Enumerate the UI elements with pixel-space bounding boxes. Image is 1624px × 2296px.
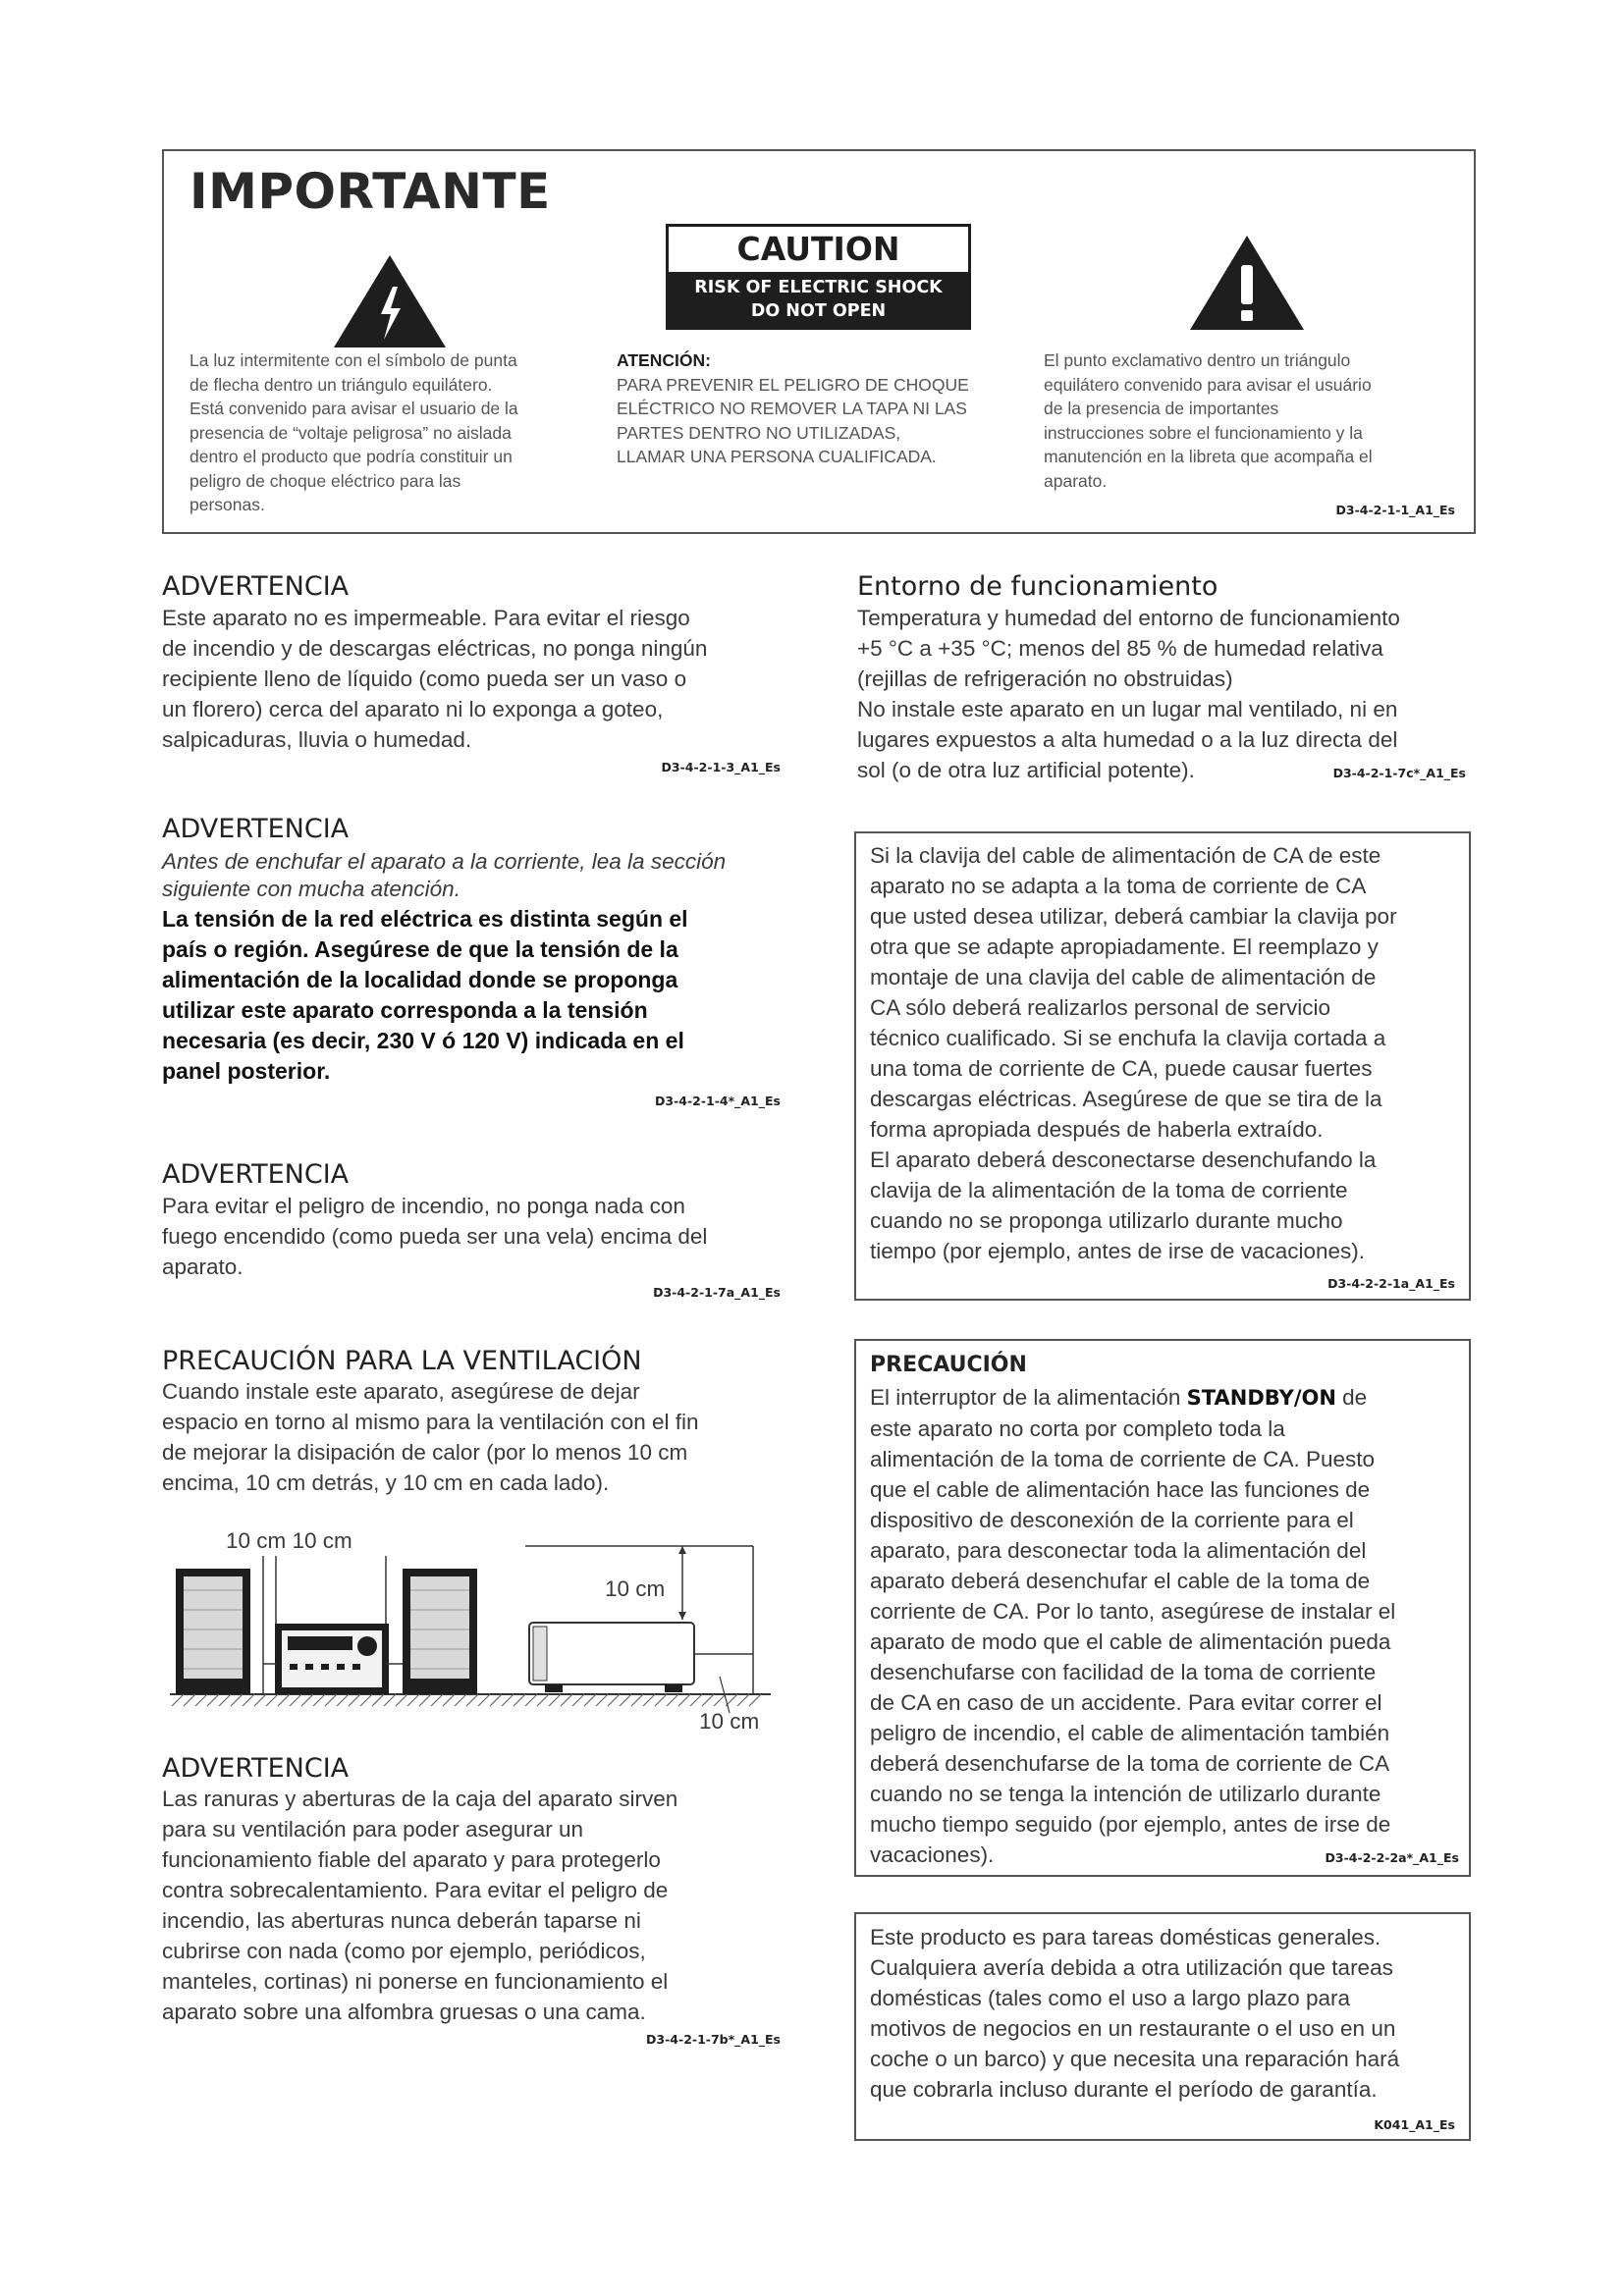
text-line: técnico cualificado. Si se enchufa la clavija cortada a <box>870 1026 1386 1050</box>
household-box-code: K041_A1_Es <box>1374 2117 1455 2132</box>
text-line: presencia de “voltaje peligrosa” no aislada <box>189 422 512 443</box>
text-line: este aparato no corta por completo toda la <box>870 1416 1285 1441</box>
caution-band <box>669 272 968 327</box>
caution-box-code: D3-4-2-2-2a*_A1_Es <box>1325 1850 1459 1865</box>
text-line: La tensión de la red eléctrica es distinta según el <box>162 906 688 932</box>
environment-last-row <box>857 755 1466 788</box>
text-line: salpicaduras, lluvia o humedad. <box>162 727 472 752</box>
text-line: sol (o de otra luz artificial potente). <box>857 758 1195 782</box>
text-line: cubrirse con nada (como por ejemplo, periódicos, <box>162 1939 646 1963</box>
text-line: tiempo (por ejemplo, antes de irse de vacaciones). <box>870 1239 1366 1263</box>
text-line: contra sobrecalentamiento. Para evitar el peligro de <box>162 1878 669 1902</box>
text-line: motivos de negocios en un restaurante o el uso en un <box>870 2016 1396 2041</box>
text-line: domésticas (tales como el uso a largo plazo para <box>870 1986 1351 2010</box>
text-line: Si la clavija del cable de alimentación de CA de este <box>870 843 1381 868</box>
adv1-body <box>162 603 790 755</box>
caution-heading: CAUTION <box>736 230 900 268</box>
text-line: cuando no se tenga la intención de utilizarlo durante <box>870 1782 1381 1806</box>
environment-code: D3-4-2-1-7c*_A1_Es <box>1332 766 1466 780</box>
important-right-text <box>1044 348 1466 493</box>
text-line: lugares expuestos a alta humedad o a la luz directa del <box>857 727 1398 752</box>
text-line: manteles, cortinas) ni ponerse en funcionamiento el <box>162 1969 669 1994</box>
text-line: cuando no se proponga utilizarlo durante mucho <box>870 1208 1343 1233</box>
exclamation-triangle-icon <box>1188 234 1306 332</box>
text-line: aparato deberá desenchufar el cable de la toma de <box>870 1569 1371 1593</box>
text-span: de <box>1335 1385 1368 1410</box>
text-line: montaje de una clavija del cable de alimentación de <box>870 965 1377 989</box>
adv4-body <box>162 1784 800 2027</box>
caution-box-body <box>870 1382 1463 1873</box>
text-line: +5 °C a +35 °C; menos del 85 % de humedad relativa <box>857 636 1383 661</box>
environment-title: Entorno de funcionamiento <box>857 571 1218 602</box>
adv1-title: ADVERTENCIA <box>162 571 350 602</box>
text-line: La luz intermitente con el símbolo de punta <box>189 350 517 370</box>
text-line: otra que se adapte apropiadamente. El reemplazo y <box>870 934 1379 959</box>
text-line: alimentación de la localidad donde se proponga <box>162 967 678 992</box>
text-line: dispositivo de desconexión de la corriente para el <box>870 1508 1354 1532</box>
text-line: coche o un barco) y que necesita una reparación hará <box>870 2047 1400 2071</box>
text-line: espacio en torno al mismo para la ventilación con el fin <box>162 1410 699 1434</box>
text-line: No instale este aparato en un lugar mal ventilado, ni en <box>857 697 1398 721</box>
text-line: que el cable de alimentación hace las funciones de <box>870 1477 1371 1502</box>
text-line: vacaciones). <box>870 1842 995 1867</box>
text-line: Este producto es para tareas domésticas generales. <box>870 1925 1381 1949</box>
text-line: Este aparato no es impermeable. Para evitar el riesgo <box>162 606 690 630</box>
text-line: aparato de modo que el cable de alimentación pueda <box>870 1629 1391 1654</box>
text-line: (rejillas de refrigeración no obstruidas) <box>857 667 1233 691</box>
text-line: Cualquiera avería debida a otra utilización que tareas <box>870 1955 1393 1980</box>
adv2-code: D3-4-2-1-4*_A1_Es <box>654 1094 781 1108</box>
text-line: de incendio y de descargas eléctricas, no ponga ningún <box>162 636 708 661</box>
text-line: que cobrarla incluso durante el período de garantía. <box>870 2077 1378 2102</box>
plug-box-body <box>870 840 1463 1266</box>
text-line: aparato sobre una alfombra gruesas o una cama. <box>162 2000 646 2024</box>
environment-body <box>857 603 1486 788</box>
caution-label <box>666 224 971 330</box>
adv2-italic <box>162 848 800 903</box>
adv3-title: ADVERTENCIA <box>162 1159 350 1190</box>
caution-line-1: RISK OF ELECTRIC SHOCK <box>694 278 943 297</box>
text-line: incendio, las aberturas nunca deberán taparse ni <box>162 1908 641 1933</box>
text-line: fuego encendido (como pueda ser una vela) encima del <box>162 1224 708 1249</box>
text-line: ELÉCTRICO NO REMOVER LA TAPA NI LAS <box>617 399 967 418</box>
caution-line-2: DO NOT OPEN <box>750 301 887 321</box>
text-line: aparato, para desconectar toda la alimentación del <box>870 1538 1367 1563</box>
important-left-text <box>189 348 602 517</box>
text-line: dentro el producto que podría constituir un <box>189 447 513 466</box>
text-line: manutención en la libreta que acompaña el <box>1044 447 1373 466</box>
lightning-triangle-icon <box>332 253 448 349</box>
text-line: de CA en caso de un accidente. Para evitar correr el <box>870 1690 1382 1715</box>
text-line: personas. <box>189 495 265 514</box>
text-line: aparato. <box>162 1255 244 1279</box>
text-line: recipiente lleno de líquido (como pueda ser un vaso o <box>162 667 687 691</box>
adv3-body <box>162 1191 790 1282</box>
text-line: siguiente con mucha atención. <box>162 877 460 901</box>
text-line: encima, 10 cm detrás, y 10 cm en cada lado). <box>162 1470 610 1495</box>
text-line: Está convenido para avisar el usuario de la <box>189 399 518 418</box>
text-line: de mejorar la disipación de calor (por lo menos 10 cm <box>162 1440 688 1465</box>
caution-box-title: PRECAUCIÓN <box>870 1353 1027 1377</box>
text-line: LLAMAR UNA PERSONA CUALIFICADA. <box>617 447 937 466</box>
adv2-title: ADVERTENCIA <box>162 814 350 844</box>
text-line: de flecha dentro un triángulo equilátero. <box>189 374 493 395</box>
ventilation-label-back: 10 cm <box>699 1709 760 1734</box>
text-line: utilizar este aparato corresponda a la tensión <box>162 997 648 1023</box>
text-line: PARA PREVENIR EL PELIGRO DE CHOQUE <box>617 374 969 395</box>
text-line: descargas eléctricas. Asegúrese de que se tira de la <box>870 1087 1382 1111</box>
caution-box <box>854 1339 1471 1877</box>
text-line: clavija de la alimentación de la toma de corriente <box>870 1178 1348 1202</box>
caution-box-last-row <box>870 1840 1459 1873</box>
text-line: instrucciones sobre el funcionamiento y la <box>1044 422 1363 443</box>
adv4-title: ADVERTENCIA <box>162 1753 350 1784</box>
household-box <box>854 1912 1471 2141</box>
text-line: CA sólo deberá realizarlos personal de servicio <box>870 995 1330 1020</box>
plug-box-code: D3-4-2-2-1a_A1_Es <box>1327 1276 1455 1291</box>
text-line: deberá desenchufarse de la toma de corriente de CA <box>870 1751 1390 1776</box>
important-title: IMPORTANTE <box>189 163 551 220</box>
important-code: D3-4-2-1-1_A1_Es <box>1335 503 1455 517</box>
text-line: aparato. <box>1044 470 1108 491</box>
ventilation-label-sides: 10 cm 10 cm <box>226 1528 352 1553</box>
text-line: corriente de CA. Por lo tanto, asegúrese de instalar el <box>870 1599 1396 1624</box>
important-center-text <box>617 348 1029 469</box>
ventilation-title: PRECAUCIÓN PARA LA VENTILACIÓN <box>162 1346 642 1376</box>
text-line: necesaria (es decir, 230 V ó 120 V) indicada en el <box>162 1028 684 1053</box>
text-line: Antes de enchufar el aparato a la corriente, lea la sección <box>162 849 727 874</box>
ventilation-diagram <box>162 1526 771 1728</box>
text-line <box>870 1382 1463 1414</box>
text-line: equilátero convenido para avisar el usuário <box>1044 374 1372 395</box>
text-line: para su ventilación para poder asegurar un <box>162 1817 584 1842</box>
text-line: El punto exclamativo dentro un triángulo <box>1044 350 1351 370</box>
ventilation-body <box>162 1376 800 1498</box>
text-line: aparato no se adapta a la toma de corriente de CA <box>870 874 1367 898</box>
text-line: alimentación de la toma de corriente de CA. Puesto <box>870 1447 1376 1471</box>
text-line: forma apropiada después de haberla extraído. <box>870 1117 1324 1142</box>
plug-box <box>854 831 1471 1301</box>
text-line: un florero) cerca del aparato ni lo exponga a goteo, <box>162 697 664 721</box>
text-line: peligro de choque eléctrico para las <box>189 470 461 491</box>
ventilation-label-top: 10 cm <box>605 1576 666 1601</box>
text-line: El aparato deberá desconectarse desenchufando la <box>870 1148 1377 1172</box>
text-line: funcionamiento fiable del aparato y para protegerlo <box>162 1847 661 1872</box>
text-line: país o región. Asegúrese de que la tensión de la <box>162 936 678 962</box>
adv2-bold <box>162 904 800 1087</box>
standby-on-label: STANDBY/ON <box>1186 1386 1336 1410</box>
household-box-body <box>870 1922 1463 2105</box>
adv4-code: D3-4-2-1-7b*_A1_Es <box>646 2032 781 2047</box>
atencion-title: ATENCIÓN: <box>617 350 711 370</box>
adv3-code: D3-4-2-1-7a_A1_Es <box>653 1285 781 1300</box>
text-line: Para evitar el peligro de incendio, no ponga nada con <box>162 1194 685 1218</box>
text-line: panel posterior. <box>162 1058 331 1084</box>
text-line: Temperatura y humedad del entorno de funcionamiento <box>857 606 1400 630</box>
text-line: mucho tiempo seguido (por ejemplo, antes de irse de <box>870 1812 1391 1837</box>
text-line: Las ranuras y aberturas de la caja del aparato sirven <box>162 1787 678 1811</box>
text-line: PARTES DENTRO NO UTILIZADAS, <box>617 422 901 443</box>
text-line: peligro de incendio, el cable de alimentación también <box>870 1721 1390 1745</box>
text-line: una toma de corriente de CA, puede causar fuertes <box>870 1056 1373 1081</box>
text-span: El interruptor de la alimentación <box>870 1385 1187 1410</box>
text-line: que usted desea utilizar, deberá cambiar la clavija por <box>870 904 1397 929</box>
text-line: de la presencia de importantes <box>1044 399 1279 418</box>
adv1-code: D3-4-2-1-3_A1_Es <box>661 760 781 774</box>
text-line: Cuando instale este aparato, asegúrese de dejar <box>162 1379 640 1404</box>
text-line: desenchufarse con facilidad de la toma de corriente <box>870 1660 1377 1684</box>
